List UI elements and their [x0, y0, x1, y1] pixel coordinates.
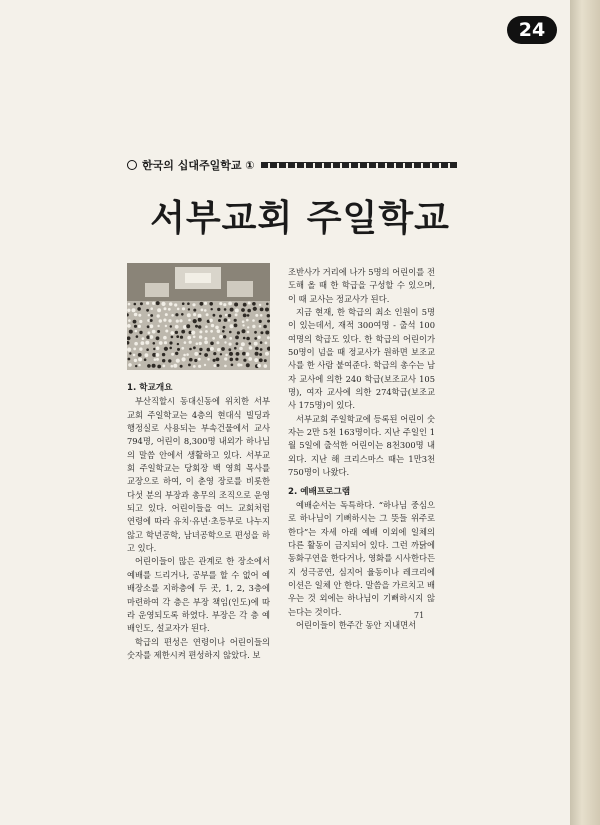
right-column — [288, 266, 435, 632]
body-paragraph: 서부교회 주일학교에 등록된 어린이 숫자는 2만 5천 163명이다. 지난 주일인 1월 5일에 출석한 어린이는 8천300명 내외다. 지난 해 크리스마스 때는 1만3천 750명이 나왔다. — [288, 413, 435, 478]
left-column — [127, 382, 270, 662]
section-heading: 2. 예배프로그램 — [288, 486, 351, 497]
body-paragraph: 지금 현재, 한 학급의 최소 인원이 5명이 있는데서, 재적 300여명 - 출석 100여명의 학급도 있다. 한 학급의 어린이가 50명이 넘을 때 정교사가 원하면 보조교사를 한 사람 붙여준다. 학급의 총수는 남자 교사에 의한 240 학급(보조교사 105명), 여자 교사에 의한 274학급(보조교사 175명)이 있다. — [288, 307, 435, 411]
decorative-rule — [261, 162, 457, 168]
circle-bullet-icon — [127, 160, 137, 170]
book-gutter — [570, 0, 600, 825]
section-heading: 1. 학교개요 — [127, 383, 173, 393]
article-title: 서부교회 주일학교 — [150, 197, 450, 239]
congregation-photo — [127, 263, 270, 370]
body-paragraph: 어린이들이 한주간 동안 지내면서 — [296, 619, 417, 630]
body-paragraph: 학급의 편성은 연령이나 어린이들의 숫자를 제한시켜 편성하지 않았다. 보 — [127, 636, 270, 660]
body-paragraph: 조반사가 거리에 나가 5명의 어린이를 전도해 올 때 한 학급을 구성할 수 있으며, 이 때 교사는 정교사가 된다. — [288, 267, 435, 304]
series-label — [127, 155, 457, 175]
folio-number: 71 — [414, 611, 425, 620]
series-label-text: 한국의 십대주일학교 ① — [142, 159, 255, 172]
body-paragraph: 예배순서는 독특하다. “하나님 중심으로 하나님이 기뻐하시는 그 뜻들 위주로 한다”는 자세 아래 예배 이외에 일체의 다른 활동이 금지되어 있다. 그런 까닭에 동화구연을 한다거나, 영화를 시사한다든지 성극공연, 심지어 율동이나 레크리에이션은 일체 안 한다. 말씀을 가르치고 배우는 것 외에는 하나님이 기뻐하시지 않는다는 것이다. — [288, 499, 435, 617]
body-paragraph: 어린이들이 많은 관계로 한 장소에서 예배를 드리거나, 공부를 할 수 없어 예배장소를 지하층에 두 곳, 1, 2, 3층에 마련하여 각 층은 부장 책임(인도)에 따라 운영되도록 하였다. 부장은 각 층 예배인도, 설교자가 된다. — [127, 556, 270, 634]
page-number-badge: 24 — [507, 16, 557, 44]
body-paragraph: 부산직할시 동대신동에 위치한 서부교회 주일학교는 4층의 현대식 빌딩과 행정실로 사용되는 부속건물에서 교사 794명, 어린이 8,300명 내외가 하나님의 말씀 안에서 생활하고 있다. 서부교회 주일학교는 당회장 백 영희 목사를 교장으로 하여, 이 춘영 장로를 비롯한 다섯 분의 부장과 총무의 조직으로 운영되고 있다. 어린이들을 여느 교회처럼 연령에 따라 유치·유년·초등부로 나누지 않고 학년공학, 남녀공학으로 편성을 하고 있다. — [127, 396, 270, 554]
